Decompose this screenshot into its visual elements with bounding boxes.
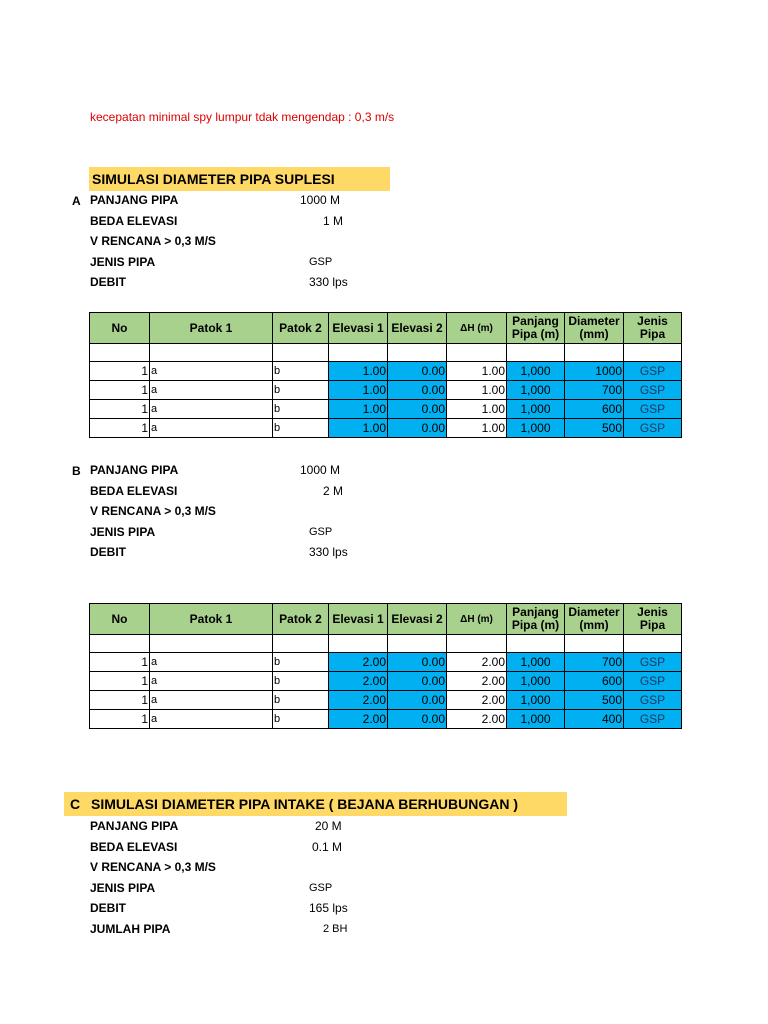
cell-patok-2: b	[273, 672, 329, 691]
cell-patok-1: a	[150, 362, 273, 381]
cell-patok-1: a	[150, 691, 273, 710]
col-header-delta-h: ΔH (m)	[447, 313, 507, 344]
section-b-params	[90, 460, 370, 563]
cell-panjang-pipa: 1,000	[507, 710, 565, 729]
table-row	[90, 400, 682, 419]
cell-delta-h: 2.00	[447, 691, 507, 710]
param-label: V RENCANA > 0,3 M/S	[90, 860, 216, 874]
param-row	[90, 857, 370, 878]
cell-elevasi-1: 2.00	[329, 653, 388, 672]
table-row	[90, 710, 682, 729]
cell-delta-h: 2.00	[447, 672, 507, 691]
param-value: 2 BH	[323, 922, 348, 935]
cell-patok-1: a	[150, 653, 273, 672]
cell-panjang-pipa: 1,000	[507, 381, 565, 400]
cell-elevasi-1: 2.00	[329, 710, 388, 729]
param-row	[90, 211, 370, 232]
param-row	[90, 878, 370, 899]
param-label: BEDA ELEVASI	[90, 213, 178, 228]
param-value: GSP	[309, 525, 333, 538]
section-a-title: SIMULASI DIAMETER PIPA SUPLESI	[89, 167, 390, 191]
cell-elevasi-1: 1.00	[329, 381, 388, 400]
cell-no: 1	[90, 710, 150, 729]
col-header-patok-1: Patok 1	[150, 313, 273, 344]
cell-no: 1	[90, 653, 150, 672]
table-cell	[150, 635, 273, 653]
cell-diameter: 1000	[565, 362, 624, 381]
cell-no: 1	[90, 672, 150, 691]
col-header-delta-h: ΔH (m)	[447, 604, 507, 635]
param-row	[90, 190, 370, 211]
table-cell	[90, 344, 150, 362]
cell-delta-h: 1.00	[447, 400, 507, 419]
cell-patok-1: a	[150, 400, 273, 419]
pipe-table-a	[89, 312, 682, 438]
table-row	[90, 672, 682, 691]
table-empty-row	[90, 344, 682, 362]
cell-elevasi-1: 2.00	[329, 691, 388, 710]
table-cell	[388, 344, 447, 362]
cell-no: 1	[90, 691, 150, 710]
param-label: PANJANG PIPA	[90, 819, 179, 833]
section-c-params	[90, 816, 370, 939]
param-row	[90, 919, 370, 940]
table-row	[90, 362, 682, 381]
cell-panjang-pipa: 1,000	[507, 653, 565, 672]
cell-elevasi-2: 0.00	[388, 381, 447, 400]
cell-elevasi-2: 0.00	[388, 710, 447, 729]
cell-delta-h: 1.00	[447, 362, 507, 381]
cell-no: 1	[90, 362, 150, 381]
cell-elevasi-2: 0.00	[388, 419, 447, 438]
col-header-elevasi-1: Elevasi 1	[329, 604, 388, 635]
section-a-letter: A	[72, 194, 81, 208]
param-value: 1 M	[323, 213, 344, 228]
cell-delta-h: 1.00	[447, 419, 507, 438]
param-label: PANJANG PIPA	[90, 193, 179, 207]
table-cell	[329, 344, 388, 362]
cell-jenis-pipa: GSP	[624, 691, 682, 710]
cell-diameter: 700	[565, 381, 624, 400]
cell-diameter: 600	[565, 672, 624, 691]
param-row	[90, 522, 370, 543]
table-row	[90, 691, 682, 710]
param-value: 165 lps	[309, 901, 348, 915]
col-header-patok-2: Patok 2	[273, 313, 329, 344]
col-header-elevasi-2: Elevasi 2	[388, 313, 447, 344]
col-header-elevasi-2: Elevasi 2	[388, 604, 447, 635]
velocity-note: kecepatan minimal spy lumpur tdak mengendap : 0,3 m/s	[90, 110, 395, 124]
param-row	[90, 898, 370, 919]
table-cell	[329, 635, 388, 653]
cell-patok-2: b	[273, 381, 329, 400]
cell-elevasi-1: 1.00	[329, 419, 388, 438]
cell-panjang-pipa: 1,000	[507, 400, 565, 419]
table-cell	[624, 344, 682, 362]
col-header-panjang-pipa: Panjang Pipa (m)	[507, 604, 565, 635]
cell-patok-1: a	[150, 672, 273, 691]
param-label: DEBIT	[90, 275, 126, 289]
table-cell	[447, 635, 507, 653]
table-cell	[565, 344, 624, 362]
cell-jenis-pipa: GSP	[624, 419, 682, 438]
table-row	[90, 653, 682, 672]
section-a-params	[90, 190, 370, 293]
cell-jenis-pipa: GSP	[624, 362, 682, 381]
param-row	[90, 837, 370, 858]
table-cell	[150, 344, 273, 362]
cell-delta-h: 1.00	[447, 381, 507, 400]
table-cell	[388, 635, 447, 653]
param-value: 0.1 M	[312, 839, 343, 854]
cell-patok-2: b	[273, 691, 329, 710]
cell-elevasi-2: 0.00	[388, 691, 447, 710]
section-b-letter: B	[72, 464, 81, 478]
col-header-no: No	[90, 604, 150, 635]
table-cell	[507, 635, 565, 653]
param-label: BEDA ELEVASI	[90, 483, 178, 498]
cell-panjang-pipa: 1,000	[507, 672, 565, 691]
param-label: DEBIT	[90, 545, 126, 559]
cell-jenis-pipa: GSP	[624, 381, 682, 400]
cell-panjang-pipa: 1,000	[507, 419, 565, 438]
cell-patok-1: a	[150, 381, 273, 400]
param-label: JUMLAH PIPA	[90, 921, 171, 936]
cell-no: 1	[90, 419, 150, 438]
cell-patok-2: b	[273, 653, 329, 672]
col-header-jenis-pipa: Jenis Pipa	[624, 313, 682, 344]
param-value: 20 M	[315, 819, 342, 833]
table-cell	[273, 344, 329, 362]
param-label: BEDA ELEVASI	[90, 839, 178, 854]
cell-elevasi-2: 0.00	[388, 362, 447, 381]
cell-elevasi-2: 0.00	[388, 672, 447, 691]
col-header-panjang-pipa: Panjang Pipa (m)	[507, 313, 565, 344]
cell-diameter: 700	[565, 653, 624, 672]
table-cell	[447, 344, 507, 362]
cell-diameter: 500	[565, 419, 624, 438]
cell-patok-1: a	[150, 710, 273, 729]
col-header-diameter: Diameter (mm)	[565, 604, 624, 635]
section-c-title-bar	[64, 792, 567, 816]
param-label: DEBIT	[90, 901, 126, 915]
param-row	[90, 501, 370, 522]
cell-elevasi-2: 0.00	[388, 400, 447, 419]
param-value: 330 lps	[309, 545, 348, 559]
cell-delta-h: 2.00	[447, 653, 507, 672]
section-c-letter: C	[70, 796, 81, 812]
table-cell	[90, 635, 150, 653]
col-header-diameter: Diameter (mm)	[565, 313, 624, 344]
cell-no: 1	[90, 381, 150, 400]
table-cell	[507, 344, 565, 362]
cell-panjang-pipa: 1,000	[507, 362, 565, 381]
param-row	[90, 481, 370, 502]
cell-diameter: 400	[565, 710, 624, 729]
param-row	[90, 816, 370, 837]
param-value: GSP	[309, 255, 333, 268]
param-label: JENIS PIPA	[90, 880, 156, 895]
cell-panjang-pipa: 1,000	[507, 691, 565, 710]
cell-jenis-pipa: GSP	[624, 400, 682, 419]
cell-elevasi-1: 2.00	[329, 672, 388, 691]
param-label: V RENCANA > 0,3 M/S	[90, 234, 216, 248]
col-header-elevasi-1: Elevasi 1	[329, 313, 388, 344]
table-header-row	[90, 313, 682, 344]
param-label: PANJANG PIPA	[90, 463, 179, 477]
col-header-patok-2: Patok 2	[273, 604, 329, 635]
param-row	[90, 542, 370, 563]
cell-patok-2: b	[273, 362, 329, 381]
cell-elevasi-1: 1.00	[329, 362, 388, 381]
table-empty-row	[90, 635, 682, 653]
table-row	[90, 381, 682, 400]
col-header-no: No	[90, 313, 150, 344]
param-value: GSP	[309, 881, 333, 894]
cell-no: 1	[90, 400, 150, 419]
section-c-title: SIMULASI DIAMETER PIPA INTAKE ( BEJANA BERHUBUNGAN )	[91, 796, 519, 812]
param-value: 1000 M	[300, 193, 341, 207]
param-label: V RENCANA > 0,3 M/S	[90, 504, 216, 518]
cell-delta-h: 2.00	[447, 710, 507, 729]
cell-jenis-pipa: GSP	[624, 710, 682, 729]
cell-patok-1: a	[150, 419, 273, 438]
param-value: 1000 M	[300, 463, 341, 477]
cell-diameter: 600	[565, 400, 624, 419]
cell-elevasi-1: 1.00	[329, 400, 388, 419]
col-header-patok-1: Patok 1	[150, 604, 273, 635]
table-row	[90, 419, 682, 438]
table-cell	[273, 635, 329, 653]
table-cell	[565, 635, 624, 653]
table-cell	[624, 635, 682, 653]
cell-jenis-pipa: GSP	[624, 653, 682, 672]
param-row	[90, 460, 370, 481]
param-value: 330 lps	[309, 275, 348, 289]
param-label: JENIS PIPA	[90, 524, 156, 539]
cell-patok-2: b	[273, 419, 329, 438]
pipe-table-b	[89, 603, 682, 729]
table-header-row	[90, 604, 682, 635]
param-row	[90, 231, 370, 252]
param-row	[90, 252, 370, 273]
param-row	[90, 272, 370, 293]
cell-elevasi-2: 0.00	[388, 653, 447, 672]
cell-diameter: 500	[565, 691, 624, 710]
col-header-jenis-pipa: Jenis Pipa	[624, 604, 682, 635]
param-label: JENIS PIPA	[90, 254, 156, 269]
cell-jenis-pipa: GSP	[624, 672, 682, 691]
cell-patok-2: b	[273, 710, 329, 729]
param-value: 2 M	[323, 483, 344, 498]
cell-patok-2: b	[273, 400, 329, 419]
